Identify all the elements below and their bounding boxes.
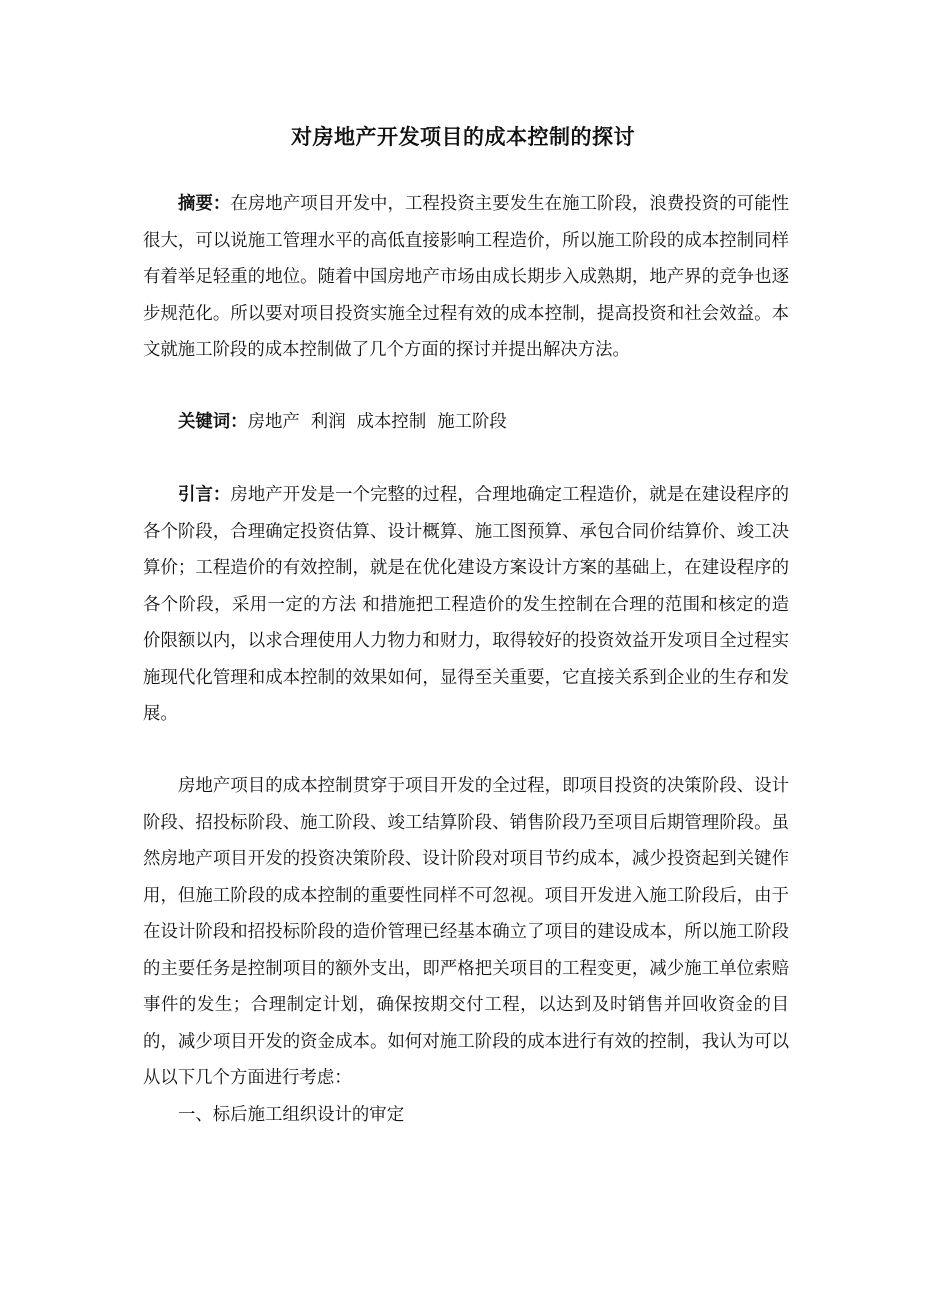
intro-paragraph xyxy=(143,477,789,733)
abstract-text: 在房地产项目开发中，工程投资主要发生在施工阶段，浪费投资的可能性很大，可以说施工管理水平的高低直接影响工程造价，所以施工阶段的成本控制同样有着举足轻重的地位。随着中国房地产市场由成长期步入成熟期，地产界的竞争也逐步规范化。所以要对项目投资实施全过程有效的成本控制，提高投资和社会效益。本文就施工阶段的成本控制做了几个方面的探讨并提出解决方法。 xyxy=(143,194,789,360)
keywords-label: 关键词： xyxy=(178,412,248,432)
abstract-paragraph xyxy=(143,186,789,369)
keywords-text: 房地产 利润 成本控制 施工阶段 xyxy=(247,412,507,432)
abstract-label: 摘要： xyxy=(178,194,231,214)
intro-text: 房地产开发是一个完整的过程，合理地确定工程造价，就是在建设程序的各个阶段，合理确定投资估算、设计概算、施工图预算、承包合同价结算价、竣工决算价；工程造价的有效控制，就是在优化建设方案设计方案的基础上，在建设程序的各个阶段，采用一定的方法 和措施把工程造价的发生控制在合理的范围和核定的造价限额以内，以求合理使用人力物力和财力，取得较好的投资效益开发项目全过程实施现代化管理和成本控制的效果如何，显得至关重要，它直接关系到企业的生存和发展。 xyxy=(143,485,789,724)
keywords-paragraph xyxy=(143,404,789,441)
section-heading: 一、标后施工组织设计的审定 xyxy=(178,1105,405,1125)
intro-label: 引言： xyxy=(178,485,231,505)
document-title: 对房地产开发项目的成本控制的探讨 xyxy=(291,125,635,149)
body-paragraph: 房地产项目的成本控制贯穿于项目开发的全过程，即项目投资的决策阶段、设计阶段、招投标阶段、施工阶段、竣工结算阶段、销售阶段乃至项目后期管理阶段。虽然房地产项目开发的投资决策阶段、设计阶段对项目节约成本，减少投资起到关键作用，但施工阶段的成本控制的重要性同样不可忽视。项目开发进入施工阶段后，由于在设计阶段和招投标阶段的造价管理已经基本确立了项目的建设成本，所以施工阶段的主要任务是控制项目的额外支出，即严格把关项目的工程变更，减少施工单位索赔事件的发生；合理制定计划，确保按期交付工程，以达到及时销售并回收资金的目的，减少项目开发的资金成本。如何对施工阶段的成本进行有效的控制，我认为可以从以下几个方面进行考虑： xyxy=(143,776,789,1088)
